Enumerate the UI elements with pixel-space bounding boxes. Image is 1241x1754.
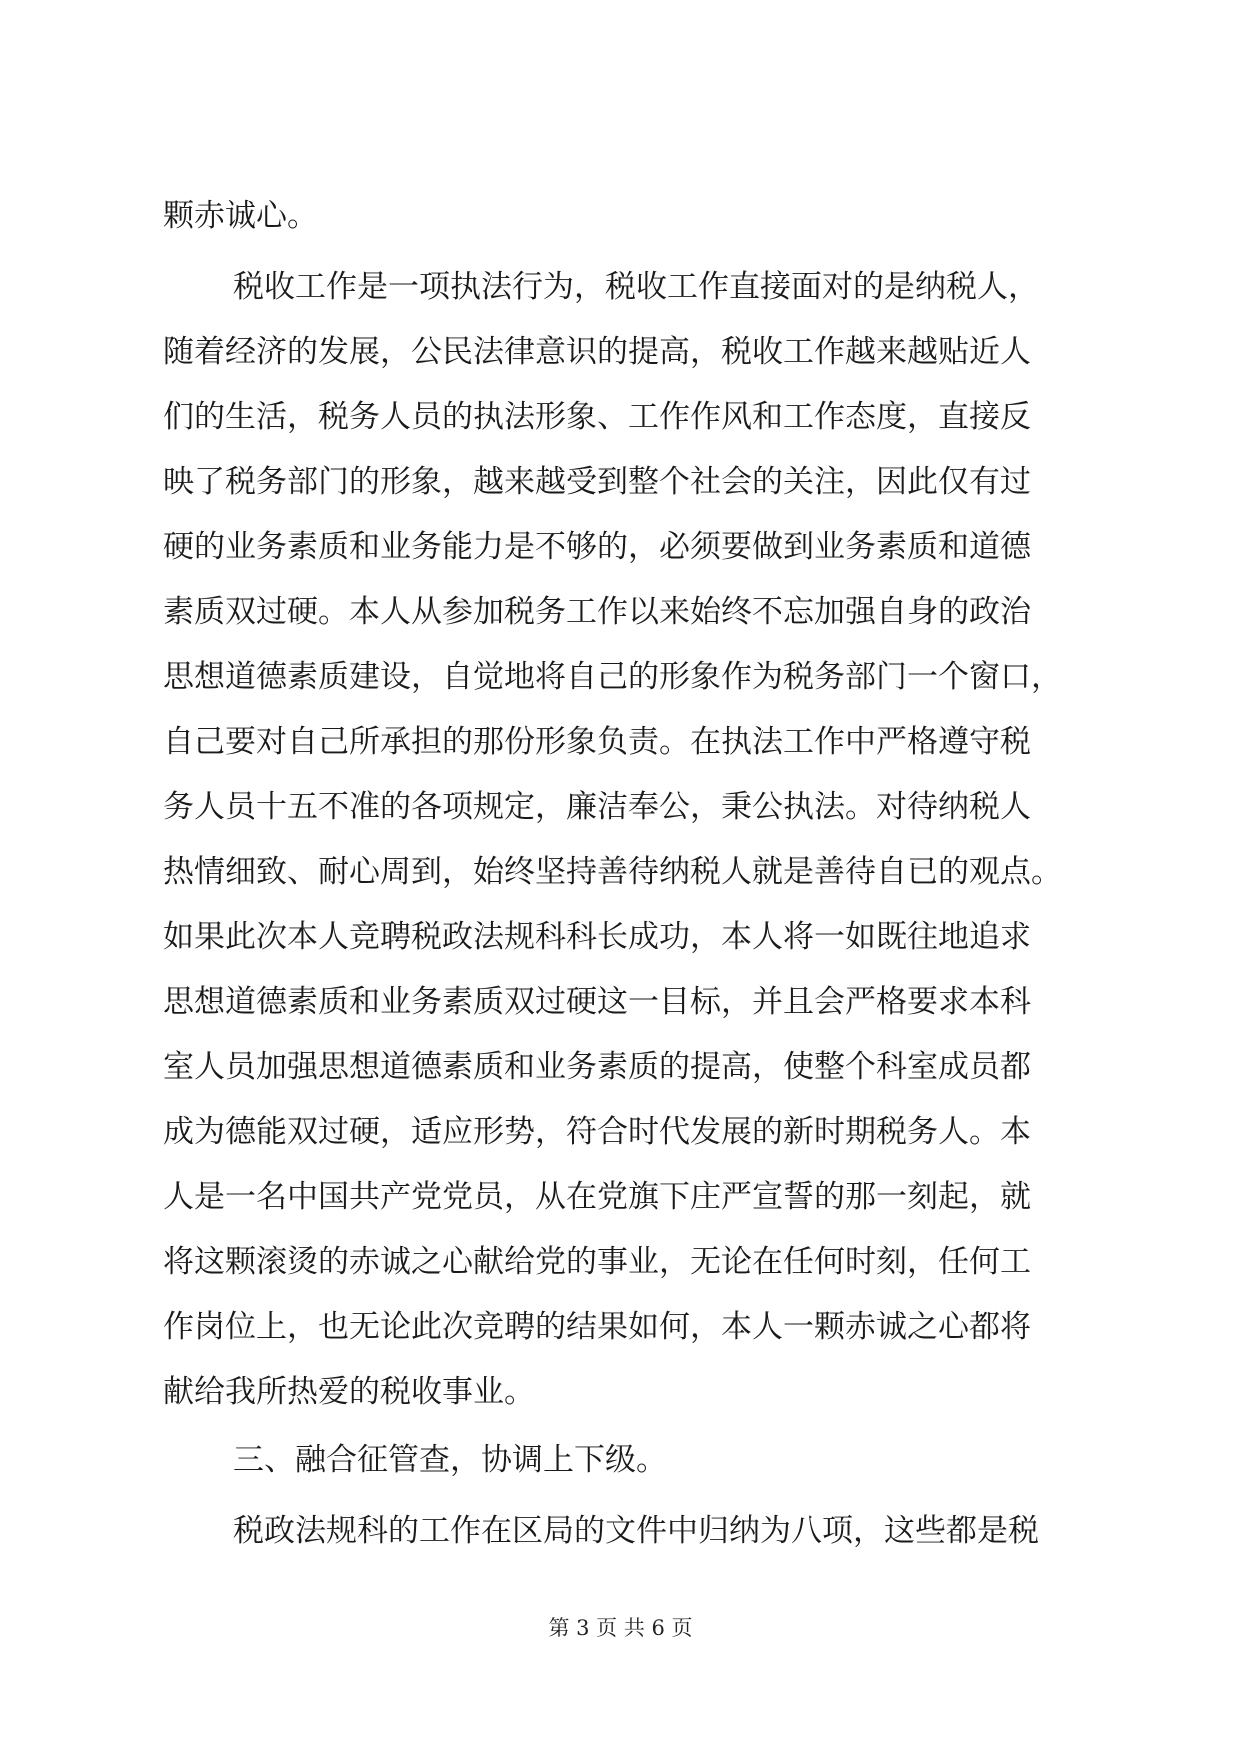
text-line: 颗赤诚心。 [163,198,318,234]
text-line: 硬的业务素质和业务能力是不够的，必须要做到业务素质和道德 [163,529,1031,565]
paragraph-start: 税政法规科的工作在区局的文件中归纳为八项，这些都是税 [233,1513,1039,1549]
page-footer: 第 3 页 共 6 页 [548,1616,693,1640]
text-line: 务人员十五不准的各项规定，廉洁奉公，秉公执法。对待纳税人 [163,789,1031,825]
text-line: 映了税务部门的形象，越来越受到整个社会的关注，因此仅有过 [163,464,1031,500]
text-line: 素质双过硬。本人从参加税务工作以来始终不忘加强自身的政治 [163,594,1031,630]
text-line: 作岗位上，也无论此次竞聘的结果如何，本人一颗赤诚之心都将 [163,1309,1031,1345]
text-line: 们的生活，税务人员的执法形象、工作作风和工作态度，直接反 [163,399,1031,435]
text-line: 热情细致、耐心周到，始终坚持善待纳税人就是善待自已的观点。 [163,854,1062,890]
text-line: 如果此次本人竞聘税政法规科科长成功，本人将一如既往地追求 [163,919,1031,955]
text-line: 将这颗滚烫的赤诚之心献给党的事业，无论在任何时刻，任何工 [163,1244,1031,1280]
text-line: 人是一名中国共产党党员，从在党旗下庄严宣誓的那一刻起，就 [163,1179,1031,1215]
text-line: 随着经济的发展，公民法律意识的提高，税收工作越来越贴近人 [163,334,1031,370]
section-heading: 三、融合征管查，协调上下级。 [233,1442,667,1478]
paragraph-start: 税收工作是一项执法行为，税收工作直接面对的是纳税人， [233,269,1039,305]
text-line: 思想道德素质和业务素质双过硬这一目标，并且会严格要求本科 [163,984,1031,1020]
text-line: 室人员加强思想道德素质和业务素质的提高，使整个科室成员都 [163,1049,1031,1085]
text-line: 成为德能双过硬，适应形势，符合时代发展的新时期税务人。本 [163,1114,1031,1150]
text-line: 献给我所热爱的税收事业。 [163,1374,535,1410]
text-line: 思想道德素质建设，自觉地将自己的形象作为税务部门一个窗口， [163,659,1062,695]
text-line: 自己要对自己所承担的那份形象负责。在执法工作中严格遵守税 [163,724,1031,760]
